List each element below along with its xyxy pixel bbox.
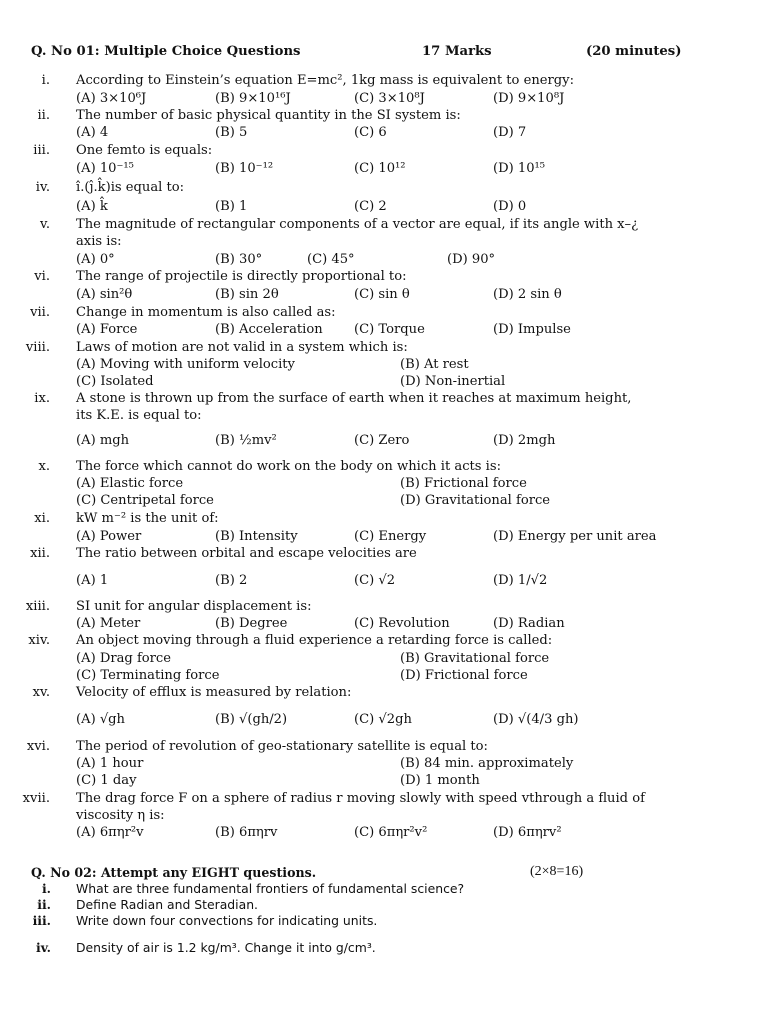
option-c: (C) 6 bbox=[354, 125, 387, 140]
option-d: (D) 9×10⁸J bbox=[493, 91, 565, 106]
short-question-number: ii. bbox=[37, 897, 51, 912]
option-a: (A) 4 bbox=[76, 125, 109, 140]
option-c: (C) 6πηr²v² bbox=[354, 825, 428, 840]
option-d: (D) Gravitational force bbox=[400, 493, 551, 508]
short-question-number: iv. bbox=[36, 940, 51, 955]
option-a: (A) 3×10⁶J bbox=[76, 91, 147, 106]
option-c: (C) Energy bbox=[354, 529, 427, 544]
question-number: xii. bbox=[30, 546, 50, 561]
option-d: (D) 90° bbox=[447, 252, 496, 267]
option-b: (B) Gravitational force bbox=[400, 651, 550, 666]
option-b: (B) sin 2θ bbox=[215, 287, 279, 302]
option-c: (C) 45° bbox=[307, 252, 355, 267]
option-c: (C) Revolution bbox=[354, 616, 450, 631]
short-question-text: Write down four convections for indicating units. bbox=[76, 913, 378, 928]
options-row bbox=[0, 712, 768, 729]
option-b: (B) ½mv² bbox=[215, 433, 277, 448]
option-a: (A) Force bbox=[76, 322, 138, 337]
question-text-line2: its K.E. is equal to: bbox=[76, 408, 202, 423]
question-text: A stone is thrown up from the surface of earth when it reaches at maximum height, bbox=[76, 391, 632, 406]
question-continuation bbox=[0, 408, 768, 425]
option-c: (C) 1 day bbox=[76, 773, 137, 788]
question-number: iii. bbox=[33, 143, 50, 158]
question-number: v. bbox=[39, 217, 50, 232]
question-text: The period of revolution of geo-stationary satellite is equal to: bbox=[76, 739, 488, 754]
question-number: xv. bbox=[32, 685, 50, 700]
question-text: Change in momentum is also called as: bbox=[76, 305, 336, 320]
options-row bbox=[0, 493, 768, 510]
option-b: (B) Acceleration bbox=[215, 322, 323, 337]
q2-marks: (2×8=16) bbox=[530, 864, 584, 879]
short-question-number: iii. bbox=[32, 913, 51, 928]
option-a: (A) √gh bbox=[76, 712, 125, 727]
question-number: vi. bbox=[34, 269, 50, 284]
option-c: (C) √2gh bbox=[354, 712, 412, 727]
question-number: xvii. bbox=[22, 791, 50, 806]
option-b: (B) 84 min. approximately bbox=[400, 756, 574, 771]
option-c: (C) sin θ bbox=[354, 287, 410, 302]
question-text: An object moving through a fluid experience a retarding force is called: bbox=[76, 633, 553, 648]
question-number: xiv. bbox=[28, 633, 50, 648]
question-row bbox=[0, 739, 768, 756]
options-row bbox=[0, 252, 768, 269]
option-d: (D) 2mgh bbox=[493, 433, 556, 448]
question-text: Laws of motion are not valid in a system which is: bbox=[76, 340, 408, 355]
options-row bbox=[0, 573, 768, 590]
q1-time: (20 minutes) bbox=[586, 44, 682, 59]
options-row bbox=[0, 476, 768, 493]
question-row bbox=[0, 73, 768, 90]
options-row bbox=[0, 374, 768, 391]
question-row bbox=[0, 340, 768, 357]
option-a: (A) 0° bbox=[76, 252, 115, 267]
question-number: xiii. bbox=[25, 599, 50, 614]
option-a: (A) 6πηr²v bbox=[76, 825, 144, 840]
options-row bbox=[0, 529, 768, 546]
question-row bbox=[0, 633, 768, 650]
option-d: (D) 6πηrv² bbox=[493, 825, 562, 840]
options-row bbox=[0, 773, 768, 790]
option-b: (B) At rest bbox=[400, 357, 469, 372]
option-a: (A) Meter bbox=[76, 616, 141, 631]
options-row bbox=[0, 91, 768, 108]
options-row bbox=[0, 668, 768, 685]
option-c: (C) √2 bbox=[354, 573, 396, 588]
options-row bbox=[0, 322, 768, 339]
option-d: (D) 1/√2 bbox=[493, 573, 548, 588]
option-b: (B) Frictional force bbox=[400, 476, 527, 491]
question-row bbox=[0, 217, 768, 234]
option-d: (D) Non-inertial bbox=[400, 374, 506, 389]
option-c: (C) 10¹² bbox=[354, 161, 406, 176]
question-number: viii. bbox=[25, 340, 50, 355]
option-d: (D) 10¹⁵ bbox=[493, 161, 546, 176]
options-row bbox=[0, 433, 768, 450]
option-b: (B) 30° bbox=[215, 252, 263, 267]
question-text: One femto is equals: bbox=[76, 143, 213, 158]
option-d: (D) 2 sin θ bbox=[493, 287, 562, 302]
question-text: Velocity of efflux is measured by relation: bbox=[76, 685, 352, 700]
option-d: (D) Radian bbox=[493, 616, 565, 631]
option-d: (D) Frictional force bbox=[400, 668, 528, 683]
question-text: The force which cannot do work on the body on which it acts is: bbox=[76, 459, 501, 474]
option-b: (B) 5 bbox=[215, 125, 248, 140]
question-row bbox=[0, 791, 768, 808]
question-text: The number of basic physical quantity in the SI system is: bbox=[76, 108, 461, 123]
q1-marks: 17 Marks bbox=[422, 44, 492, 59]
option-c: (C) Centripetal force bbox=[76, 493, 214, 508]
short-question-text: Define Radian and Steradian. bbox=[76, 897, 258, 912]
options-row bbox=[0, 161, 768, 178]
option-b: (B) √(gh/2) bbox=[215, 712, 288, 727]
question-text: kW m⁻² is the unit of: bbox=[76, 511, 219, 526]
option-c: (C) 2 bbox=[354, 199, 387, 214]
question-row bbox=[0, 599, 768, 616]
option-b: (B) 2 bbox=[215, 573, 248, 588]
question-row bbox=[0, 305, 768, 322]
options-row bbox=[0, 357, 768, 374]
question-text: The ratio between orbital and escape velocities are bbox=[76, 546, 417, 561]
question-text: According to Einstein’s equation E=mc², 1kg mass is equivalent to energy: bbox=[76, 73, 574, 88]
option-d: (D) 7 bbox=[493, 125, 527, 140]
options-row bbox=[0, 199, 768, 216]
options-row bbox=[0, 287, 768, 304]
option-b: (B) Degree bbox=[215, 616, 288, 631]
option-a: (A) sin²θ bbox=[76, 287, 133, 302]
options-row bbox=[0, 825, 768, 842]
q1-heading: Q. No 01: Multiple Choice Questions bbox=[31, 44, 301, 59]
question-text: SI unit for angular displacement is: bbox=[76, 599, 312, 614]
question-row bbox=[0, 511, 768, 528]
question-row bbox=[0, 546, 768, 563]
question-row bbox=[0, 685, 768, 702]
question-continuation bbox=[0, 808, 768, 825]
option-a: (A) 1 bbox=[76, 573, 109, 588]
options-row bbox=[0, 756, 768, 773]
option-b: (B) Intensity bbox=[215, 529, 298, 544]
option-b: (B) 1 bbox=[215, 199, 248, 214]
option-d: (D) Energy per unit area bbox=[493, 529, 657, 544]
option-a: (A) Power bbox=[76, 529, 142, 544]
q2-heading: Q. No 02: Attempt any EIGHT questions. bbox=[31, 865, 317, 880]
option-d: (D) √(4/3 gh) bbox=[493, 712, 579, 727]
question-row bbox=[0, 180, 768, 197]
short-question-text: What are three fundamental frontiers of fundamental science? bbox=[76, 881, 465, 896]
option-a: (A) mgh bbox=[76, 433, 130, 448]
option-a: (A) 10⁻¹⁵ bbox=[76, 161, 134, 176]
question-number: iv. bbox=[35, 180, 50, 195]
option-a: (A) Drag force bbox=[76, 651, 172, 666]
question-continuation bbox=[0, 234, 768, 251]
question-row bbox=[0, 143, 768, 160]
question-text: î.(ĵ.k̂)is equal to: bbox=[76, 180, 185, 195]
question-number: x. bbox=[38, 459, 50, 474]
option-c: (C) Torque bbox=[354, 322, 425, 337]
question-row bbox=[0, 269, 768, 286]
options-row bbox=[0, 125, 768, 142]
option-c: (C) Zero bbox=[354, 433, 410, 448]
question-number: vii. bbox=[30, 305, 50, 320]
options-row bbox=[0, 651, 768, 668]
options-row bbox=[0, 616, 768, 633]
option-a: (A) k̂ bbox=[76, 199, 108, 214]
option-a: (A) 1 hour bbox=[76, 756, 144, 771]
option-b: (B) 6πηrv bbox=[215, 825, 278, 840]
option-d: (D) Impulse bbox=[493, 322, 571, 337]
option-c: (C) Isolated bbox=[76, 374, 154, 389]
question-text-line2: viscosity η is: bbox=[76, 808, 165, 823]
question-number: xvi. bbox=[26, 739, 50, 754]
short-question-number: i. bbox=[41, 881, 51, 896]
question-text-line2: axis is: bbox=[76, 234, 122, 249]
short-question-text: Density of air is 1.2 kg/m³. Change it into g/cm³. bbox=[76, 940, 376, 955]
question-row bbox=[0, 391, 768, 408]
option-d: (D) 1 month bbox=[400, 773, 480, 788]
option-b: (B) 9×10¹⁶J bbox=[215, 91, 291, 106]
question-text: The range of projectile is directly proportional to: bbox=[76, 269, 407, 284]
option-c: (C) 3×10⁸J bbox=[354, 91, 425, 106]
question-number: ii. bbox=[37, 108, 50, 123]
question-number: xi. bbox=[34, 511, 50, 526]
option-a: (A) Elastic force bbox=[76, 476, 184, 491]
question-number: i. bbox=[41, 73, 50, 88]
question-row bbox=[0, 108, 768, 125]
question-text: The magnitude of rectangular components of a vector are equal, if its angle with x–¿ bbox=[76, 217, 639, 232]
question-row bbox=[0, 459, 768, 476]
option-b: (B) 10⁻¹² bbox=[215, 161, 274, 176]
question-number: ix. bbox=[34, 391, 50, 406]
option-a: (A) Moving with uniform velocity bbox=[76, 357, 295, 372]
question-text: The drag force F on a sphere of radius r moving slowly with speed vthrough a fluid of bbox=[76, 791, 645, 806]
option-d: (D) 0 bbox=[493, 199, 527, 214]
option-c: (C) Terminating force bbox=[76, 668, 220, 683]
